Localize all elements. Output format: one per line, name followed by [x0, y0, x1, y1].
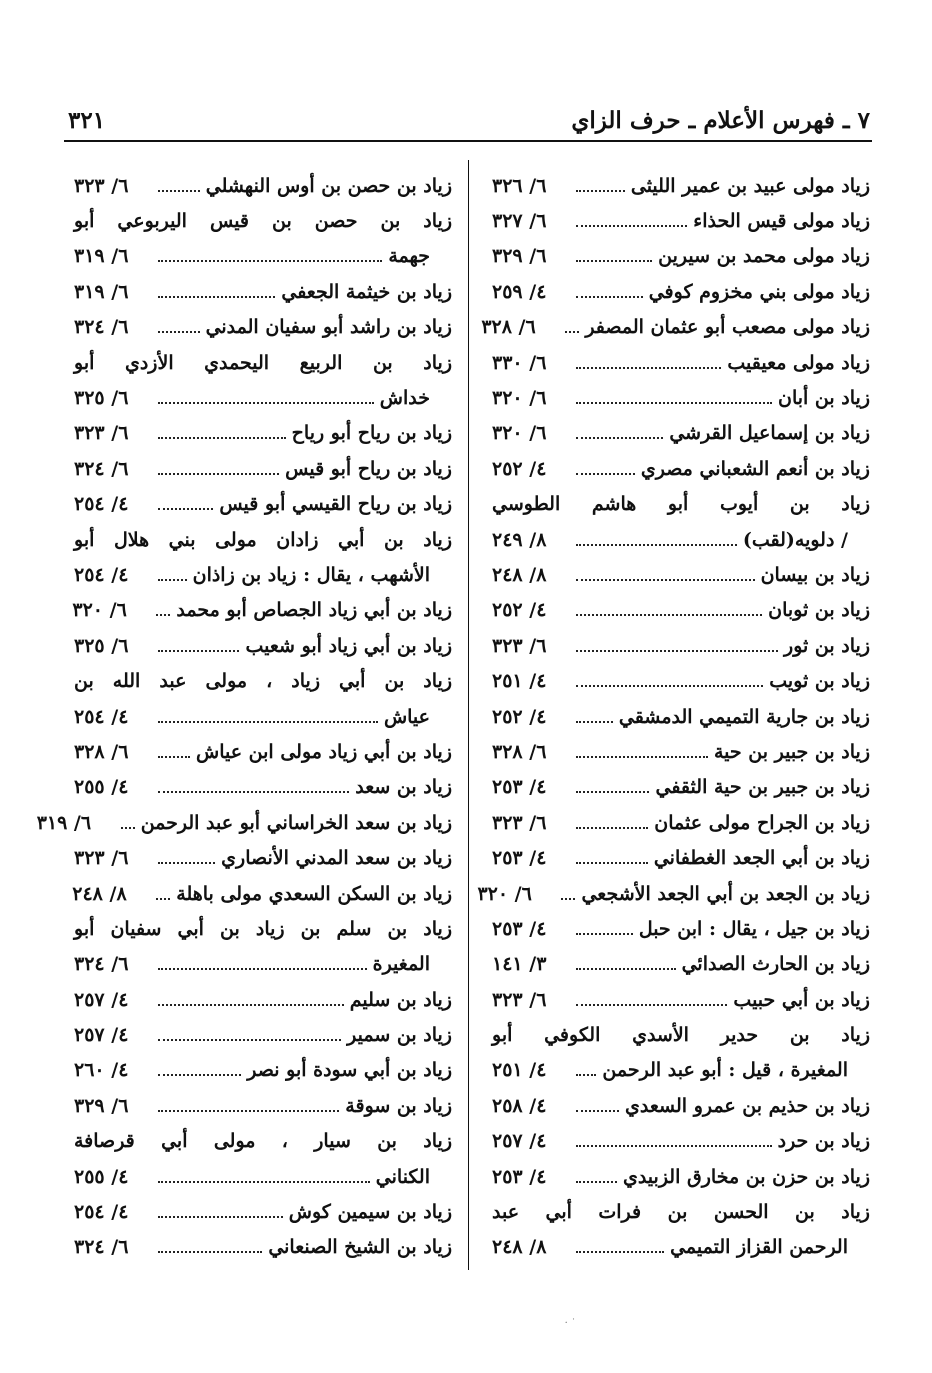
entry-reference: ٦/ ٣١٩ [74, 245, 129, 268]
index-entry [74, 593, 452, 628]
entry-name: زياد مولى معيقيب [727, 351, 870, 374]
leader-dots [576, 827, 648, 829]
leader-dots [576, 260, 652, 262]
index-entry [492, 522, 870, 557]
entry-name: زياد بن أبي سودة أبو نصر [247, 1059, 452, 1082]
leader-dots [576, 968, 676, 970]
index-entry [74, 557, 452, 592]
leader-dots [158, 650, 239, 652]
entry-reference: ٦/ ٣٢٠ [492, 387, 547, 410]
entry-name: زياد مولى قيس الحذاء [693, 210, 870, 233]
leader-dots [576, 721, 613, 723]
entry-reference: ٤/ ٢٥٢ [492, 599, 547, 622]
leader-dots [158, 190, 200, 192]
index-entry [36, 805, 452, 840]
entry-reference: ٤/ ٢٥٨ [492, 1094, 547, 1117]
entry-reference: ٦/ ٣٢٨ [74, 740, 129, 763]
index-entry [74, 1124, 452, 1159]
entry-reference: ٦/ ٣٣٠ [492, 351, 547, 374]
leader-dots [576, 614, 762, 616]
index-entry [477, 876, 870, 911]
index-entry [492, 805, 870, 840]
entry-reference: ٤/ ٢٥٤ [74, 705, 129, 728]
entry-name: زياد بن حصن بن أوس النهشلي [205, 174, 452, 197]
entry-name: الأشهب ، يقال : زياد بن زاذان [192, 563, 430, 586]
entry-reference: ٦/ ٣٢٣ [492, 988, 547, 1011]
index-entry [492, 345, 870, 380]
entry-reference: ٣/ ١٤١ [492, 953, 547, 976]
entry-reference: ٦/ ٣٢٣ [74, 422, 129, 445]
leader-dots [576, 650, 778, 652]
index-entry [74, 1159, 452, 1194]
entry-name: زياد مولى بني مخزوم كوفي [648, 280, 870, 303]
entry-name: زياد بن ثوبان [768, 599, 870, 622]
entry-name: زياد بن أيوب أبو هاشم الطوسي [492, 493, 870, 516]
entry-name: زياد بن بيسان [760, 563, 870, 586]
entry-name: زياد بن رياح القيسي أبو قيس [219, 493, 452, 516]
leader-dots [576, 1110, 619, 1112]
entry-name: زياد بن حرد [777, 1130, 870, 1153]
entry-name: الكناني [375, 1165, 430, 1188]
entry-name: زياد بن الجراح مولى عثمان [654, 811, 870, 834]
entry-name: المغيرة [372, 953, 430, 976]
leader-dots [158, 1216, 283, 1218]
index-entry [74, 699, 452, 734]
entry-reference: ٤/ ٢٥٧ [74, 988, 129, 1011]
leader-dots [576, 1251, 664, 1253]
leader-dots [576, 579, 755, 581]
entry-reference: ٦/ ٣٢٤ [74, 457, 129, 480]
entry-name: عياش [383, 705, 430, 728]
leader-dots [156, 898, 170, 900]
entry-name: زياد بن أبي زياد ، مولى عبد الله بن [74, 670, 452, 693]
index-entry [74, 840, 452, 875]
entry-name: زياد بن أبي زياد الجصاص أبو محمد [176, 599, 452, 622]
leader-dots [158, 1181, 370, 1183]
leader-dots [158, 437, 286, 439]
page-header [68, 98, 870, 134]
leader-dots [565, 331, 579, 333]
leader-dots [561, 898, 575, 900]
leader-dots [158, 791, 349, 793]
entry-reference: ٦/ ٣٢٩ [74, 1094, 129, 1117]
entry-name: زياد بن حدير الأسدي الكوفي أبو [492, 1024, 870, 1047]
leader-dots [576, 1181, 617, 1183]
entry-name: زياد بن سعد [355, 776, 452, 799]
entry-reference: ٦/ ٣٢٤ [74, 1236, 129, 1259]
leader-dots [158, 1251, 262, 1253]
leader-dots [158, 296, 275, 298]
leader-dots [576, 437, 663, 439]
entry-name: زياد بن أبان [777, 387, 870, 410]
index-entry [492, 840, 870, 875]
entry-name: زياد بن ثور [784, 634, 870, 657]
index-entry [74, 734, 452, 769]
index-entry [492, 911, 870, 946]
entry-reference: ٤/ ٢٦٠ [74, 1059, 129, 1082]
entry-name: المغيرة ، قيل : أبو عبد الرحمن [602, 1059, 848, 1082]
entry-reference: ٤/ ٢٥١ [492, 1059, 547, 1082]
index-entry [74, 1194, 452, 1229]
leader-dots [158, 1074, 241, 1076]
index-entry [492, 168, 870, 203]
index-entry [492, 274, 870, 309]
entry-reference: ٨/ ٢٤٩ [492, 528, 547, 551]
entry-reference: ٤/ ٢٥٢ [492, 457, 547, 480]
page-number: ٣٢١ [68, 107, 106, 134]
entry-name: زياد بن أنعم الشعباني مصري [640, 457, 870, 480]
leader-dots [158, 862, 215, 864]
leader-dots [158, 473, 279, 475]
entry-reference: ٤/ ٢٥٤ [74, 563, 129, 586]
index-entry [74, 982, 452, 1017]
index-entry [492, 451, 870, 486]
index-entry [74, 487, 452, 522]
leader-dots [576, 473, 635, 475]
entry-reference: ٤/ ٢٥٧ [74, 1024, 129, 1047]
entry-reference: ٤/ ٢٥٣ [492, 847, 547, 870]
leader-dots [158, 402, 374, 404]
index-entry [492, 1017, 870, 1052]
entry-reference: ٦/ ٣٢٤ [74, 316, 129, 339]
entry-name: زياد بن سلم بن زياد بن أبي سفيان أبو [74, 917, 452, 940]
index-entry [481, 310, 870, 345]
entry-name: زياد بن أبي حبيب [733, 988, 870, 1011]
leader-dots [158, 579, 187, 581]
leader-dots [576, 685, 763, 687]
entry-reference: ٤/ ٢٥٣ [492, 917, 547, 940]
leader-dots [576, 544, 737, 546]
index-column-right [477, 168, 870, 1268]
index-entry [74, 451, 452, 486]
column-divider [468, 160, 469, 1270]
entry-name: زياد بن جبير بن حية [713, 740, 870, 763]
entry-reference: ٤/ ٢٥٥ [74, 1165, 129, 1188]
index-entry [74, 1230, 452, 1265]
index-entry [492, 203, 870, 238]
index-entry [492, 1088, 870, 1123]
entry-name: زياد بن الحارث الصدائي [681, 953, 870, 976]
entry-reference: ٨/ ٢٤٨ [492, 563, 547, 586]
entry-reference: ٨/ ٢٤٨ [72, 882, 127, 905]
index-entry [74, 770, 452, 805]
entry-name: زياد بن الجعد بن أبي الجعد الأشجعي [581, 882, 870, 905]
leader-dots [158, 331, 200, 333]
leader-dots [576, 296, 643, 298]
index-entry [74, 522, 452, 557]
entry-reference: ٦/ ٣٢٣ [492, 811, 547, 834]
entry-name: زياد بن الحسن بن فرات أبي عبد [492, 1201, 870, 1224]
leader-dots [576, 190, 625, 192]
index-entry [492, 239, 870, 274]
entry-reference: ٦/ ٣٢٠ [72, 599, 127, 622]
entry-name: زياد بن سوقة [345, 1094, 452, 1117]
entry-reference: ٦/ ٣١٩ [36, 811, 92, 834]
index-entry [492, 1194, 870, 1229]
entry-reference: ٦/ ٣٢٥ [74, 387, 129, 410]
leader-dots [576, 756, 708, 758]
entry-name: زياد بن سعد الخراساني أبو عبد الرحمن [140, 811, 452, 834]
entry-reference: ٦/ ٣٢٧ [492, 210, 547, 233]
entry-name: زياد بن رياح أبو رياح [291, 422, 452, 445]
entry-name: زياد بن أبي زادان مولى بني هلال أبو [74, 528, 452, 551]
entry-name: زياد مولى محمد بن سيرين [658, 245, 870, 268]
entry-name: زياد بن خيثمة الجعفي [281, 280, 452, 303]
entry-name: زياد بن حذيم بن عمرو السعدي [625, 1094, 870, 1117]
index-entry [74, 345, 452, 380]
index-entry [74, 380, 452, 415]
index-entry [492, 1230, 870, 1265]
index-entry [74, 416, 452, 451]
entry-reference: ٦/ ٣٢٠ [492, 422, 547, 445]
entry-name: الرحمن القزاز التميمي [670, 1236, 848, 1259]
entry-name: زياد بن أبي زياد أبو شعيب [245, 634, 452, 657]
leader-dots [576, 1074, 596, 1076]
entry-reference: ٤/ ٢٥٤ [74, 1201, 129, 1224]
section-title: ٧ ـ فهرس الأعلام ـ حرف الزاي [571, 107, 870, 134]
index-entry [74, 947, 452, 982]
entry-name: زياد بن جبير بن حية الثقفي [655, 776, 870, 799]
index-entry [492, 734, 870, 769]
index-entry [492, 380, 870, 415]
entry-reference: ٦/ ٣٢٠ [477, 882, 532, 905]
entry-name: خداش [379, 387, 430, 410]
leader-dots [158, 968, 367, 970]
entry-name: زياد بن جارية التميمي الدمشقي [618, 705, 870, 728]
entry-name: زياد بن إسماعيل القرشي [669, 422, 870, 445]
entry-name: زياد بن سعد المدني الأنصاري [221, 847, 452, 870]
entry-name: جهمة [388, 245, 430, 268]
entry-name: زياد بن حصن بن قيس اليربوعي أبو [74, 210, 452, 233]
index-column-left [36, 168, 452, 1268]
leader-dots [156, 614, 170, 616]
entry-name: زياد بن حزن بن مخارق الزبيدي [622, 1165, 870, 1188]
entry-name: زياد بن ثويب [769, 670, 870, 693]
entry-reference: ٤/ ٢٥٢ [492, 705, 547, 728]
entry-name: زياد مولى عبيد بن عمير الليثى [630, 174, 870, 197]
index-entry [492, 416, 870, 451]
header-rule [64, 140, 872, 142]
entry-reference: ٨/ ٢٤٨ [492, 1236, 547, 1259]
index-entry [492, 557, 870, 592]
entry-name: زياد بن سيار ، مولى أبي قرصافة [74, 1130, 452, 1153]
leader-dots [158, 1039, 341, 1041]
entry-reference: ٤/ ٢٥٧ [492, 1130, 547, 1153]
entry-name: / دلويه(لقب) [742, 528, 848, 551]
index-entry [492, 947, 870, 982]
index-entry [74, 1088, 452, 1123]
index-entry [74, 203, 452, 238]
entry-reference: ٦/ ٣٢٤ [74, 953, 129, 976]
entry-reference: ٦/ ٣٢٥ [74, 634, 129, 657]
leader-dots [158, 508, 213, 510]
index-entry [492, 487, 870, 522]
entry-name: زياد بن الشيخ الصنعاني [268, 1236, 452, 1259]
index-entry [74, 1017, 452, 1052]
leader-dots [576, 862, 648, 864]
entry-reference: ٤/ ٢٥٥ [74, 776, 129, 799]
index-entry [492, 663, 870, 698]
entry-name: زياد بن راشد أبو سفيان المدني [205, 316, 452, 339]
index-entry [492, 770, 870, 805]
index-entry [74, 274, 452, 309]
leader-dots [576, 1004, 727, 1006]
index-entry [74, 663, 452, 698]
leader-dots [158, 260, 382, 262]
index-entry [74, 239, 452, 274]
entry-name: زياد بن سمير [347, 1024, 452, 1047]
leader-dots [576, 402, 772, 404]
entry-name: زياد بن السكن السعدي مولى باهلة [176, 882, 452, 905]
index-entry [74, 911, 452, 946]
leader-dots [576, 367, 721, 369]
entry-reference: ٦/ ٣٢٩ [492, 245, 547, 268]
entry-name: زياد بن الربيع اليحمدي الأزدي أبو [74, 351, 452, 374]
entry-reference: ٦/ ٣٢٨ [481, 316, 536, 339]
index-entry [492, 1124, 870, 1159]
entry-name: زياد بن رياح أبو قيس [285, 457, 452, 480]
scan-specks: ˙ · [564, 1318, 576, 1329]
leader-dots [576, 1145, 772, 1147]
leader-dots [158, 1110, 339, 1112]
leader-dots [158, 1004, 344, 1006]
leader-dots [576, 225, 687, 227]
leader-dots [576, 933, 633, 935]
entry-reference: ٤/ ٢٥١ [492, 670, 547, 693]
index-entry [492, 982, 870, 1017]
leader-dots [158, 721, 378, 723]
index-entry [492, 1159, 870, 1194]
entry-name: زياد بن أبي الجعد الغطفاني [653, 847, 870, 870]
index-entry [74, 1053, 452, 1088]
leader-dots [121, 827, 135, 829]
entry-reference: ٦/ ٣٢٣ [74, 174, 129, 197]
entry-reference: ٤/ ٢٥٩ [492, 280, 547, 303]
entry-reference: ٦/ ٣٢٣ [492, 634, 547, 657]
leader-dots [158, 756, 190, 758]
index-entry [492, 1053, 870, 1088]
index-entry [74, 168, 452, 203]
index-entry [74, 876, 452, 911]
index-entry [74, 628, 452, 663]
entry-reference: ٦/ ٣٢٦ [492, 174, 547, 197]
index-entry [492, 699, 870, 734]
leader-dots [576, 791, 649, 793]
entry-name: زياد بن سيمين كوش [288, 1201, 452, 1224]
entry-reference: ٦/ ٣٢٨ [492, 740, 547, 763]
entry-name: زياد بن أبي زياد مولى ابن عياش [196, 740, 452, 763]
entry-reference: ٤/ ٢٥٤ [74, 493, 129, 516]
index-entry [492, 593, 870, 628]
entry-reference: ٤/ ٢٥٣ [492, 1165, 547, 1188]
index-entry [492, 628, 870, 663]
entry-name: زياد مولى مصعب أبو عثمان المصفر [585, 316, 870, 339]
entry-name: زياد بن سليم [349, 988, 452, 1011]
entry-name: زياد بن جيل ، يقال : ابن حبل [638, 917, 870, 940]
entry-reference: ٦/ ٣٢٣ [74, 847, 129, 870]
index-entry [74, 310, 452, 345]
entry-reference: ٦/ ٣١٩ [74, 280, 129, 303]
entry-reference: ٤/ ٢٥٣ [492, 776, 547, 799]
